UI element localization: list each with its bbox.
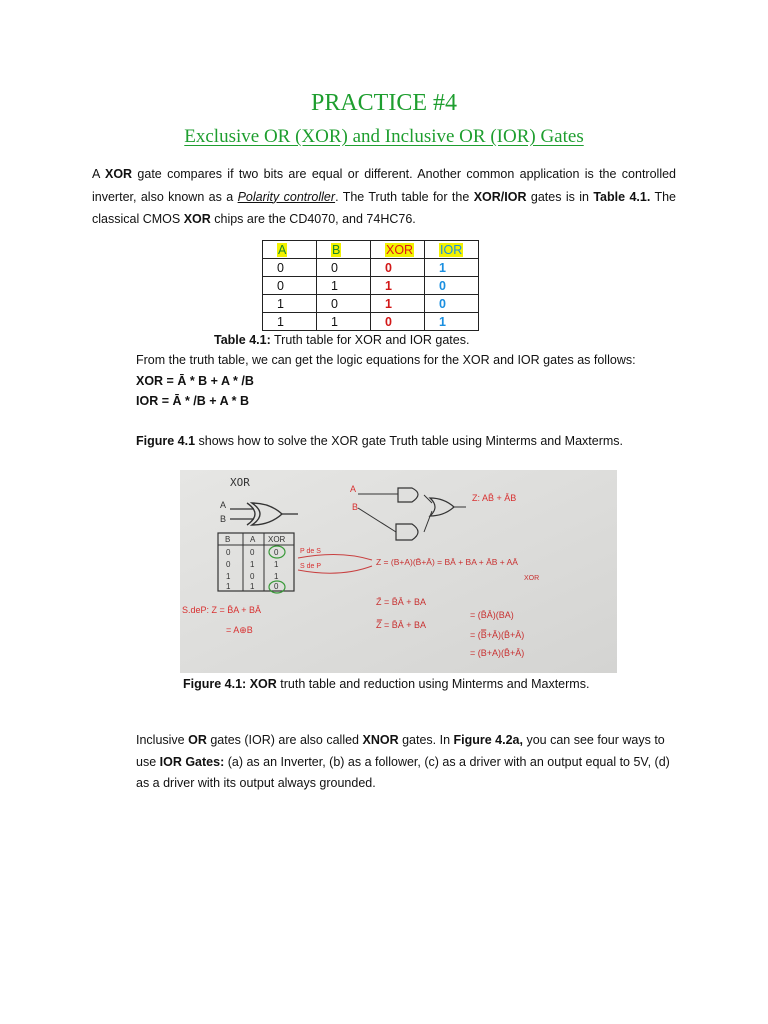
table-header-row [263, 241, 479, 259]
xor-heading: XOR [230, 476, 250, 489]
cell-xor: 0 [371, 259, 425, 277]
table-caption: Table 4.1: Truth table for XOR and IOR gates. [214, 333, 470, 347]
page-subtitle: Exclusive OR (XOR) and Inclusive OR (IOR) Gates [184, 126, 584, 147]
eq-zbar2: Z̿ = B̄Ā + BA [376, 620, 427, 630]
fig-cell: 1 [274, 560, 279, 569]
whiteboard-drawing [180, 470, 617, 673]
eq-xor-label: XOR [524, 575, 540, 582]
fig-cell: 0 [274, 582, 279, 591]
cell-a: 1 [263, 313, 317, 331]
page-title: PRACTICE #4 [310, 90, 457, 116]
header-b: B [332, 242, 341, 257]
header-ior: IOR [440, 242, 463, 257]
fig-cell: 0 [226, 548, 231, 557]
cell-xor: 0 [371, 313, 425, 331]
xor-equation: XOR = Ā * B + A * /B [136, 374, 254, 388]
fig-cell: 1 [226, 572, 231, 581]
fig-cell: 1 [274, 572, 279, 581]
pin-b-label: B [220, 514, 227, 524]
table-row [263, 277, 479, 295]
table-row [263, 295, 479, 313]
equations-intro: From the truth table, we can get the logic equations for the XOR and IOR gates as follows: [136, 353, 636, 367]
eq-mid: Z = (B+A)(B̄+Ā) = BĀ + BA + ĀB + AĀ [376, 557, 518, 567]
pdes-label: P de S [300, 548, 321, 555]
table-row [263, 259, 479, 277]
truth-table [262, 240, 479, 331]
sdep-label: S de P [300, 563, 322, 570]
cell-a: 0 [263, 259, 317, 277]
table-row [263, 313, 479, 331]
fig-header-a: A [250, 535, 256, 544]
eq-r1: = (B̄Ā)(BA) [470, 610, 514, 620]
eq-sdp: S.deP: Z = B̄A + BĀ [182, 605, 262, 615]
fig-header-xor: XOR [268, 535, 286, 544]
figure-reference: Figure 4.1 shows how to solve the XOR gate Truth table using Minterms and Maxterms. [136, 434, 624, 448]
pin-a-label: A [220, 500, 227, 510]
fig-cell: 0 [250, 572, 255, 581]
fig-cell: 0 [226, 560, 231, 569]
fig-cell: 1 [250, 560, 255, 569]
cell-b: 0 [317, 259, 371, 277]
whiteboard-photo [180, 470, 617, 673]
cell-a: 1 [263, 295, 317, 313]
figure-caption: Figure 4.1: XOR truth table and reduction using Minterms and Maxterms. [183, 677, 590, 691]
fig-cell: 1 [226, 582, 231, 591]
cell-b: 0 [317, 295, 371, 313]
header-xor: XOR [386, 242, 414, 257]
cell-b: 1 [317, 313, 371, 331]
circuit-pin-a: A [350, 484, 357, 494]
polarity-controller-link: Polarity controller [237, 189, 336, 204]
cell-xor: 1 [371, 277, 425, 295]
eq-r2: = (B̿+Ā̄)(B̄+Ā) [470, 630, 525, 640]
fig-cell: 1 [250, 582, 255, 591]
eq-top: Z: AB̄ + ĀB [472, 493, 517, 503]
cell-a: 0 [263, 277, 317, 295]
fig-header-b: B [225, 535, 231, 544]
cell-ior: 1 [425, 313, 479, 331]
cell-xor: 1 [371, 295, 425, 313]
eq-zbar1: Z̄ = B̄Ā + BA [376, 597, 427, 607]
cell-ior: 1 [425, 259, 479, 277]
circuit-pin-b: B [352, 502, 359, 512]
cell-b: 1 [317, 277, 371, 295]
intro-paragraph: A XOR gate compares if two bits are equal or different. Another common application is the controlled inverter, also known as a Polarity controller. The Truth table for the XOR/IOR gates is in Table 4.1. The classical CMOS XOR chips are the CD4070, and 74HC76. [92, 167, 676, 226]
cell-ior: 0 [425, 295, 479, 313]
eq-sdp2: = A⊕B [226, 625, 253, 635]
fig-cell: 0 [250, 548, 255, 557]
eq-r3: = (B+A)(B̄+Ā) [470, 648, 525, 658]
fig-cell: 0 [274, 548, 279, 557]
ior-equation: IOR = Ā * /B + A * B [136, 394, 249, 408]
header-a: A [278, 242, 287, 257]
cell-ior: 0 [425, 277, 479, 295]
ior-paragraph: Inclusive OR gates (IOR) are also called XNOR gates. In Figure 4.2a, you can see four ways to use IOR Gates: (a) as an Inverter, (b) as a follower, (c) as a driver with an output equal to 5V, (d) as a driver with its output always grounded. [136, 733, 670, 790]
